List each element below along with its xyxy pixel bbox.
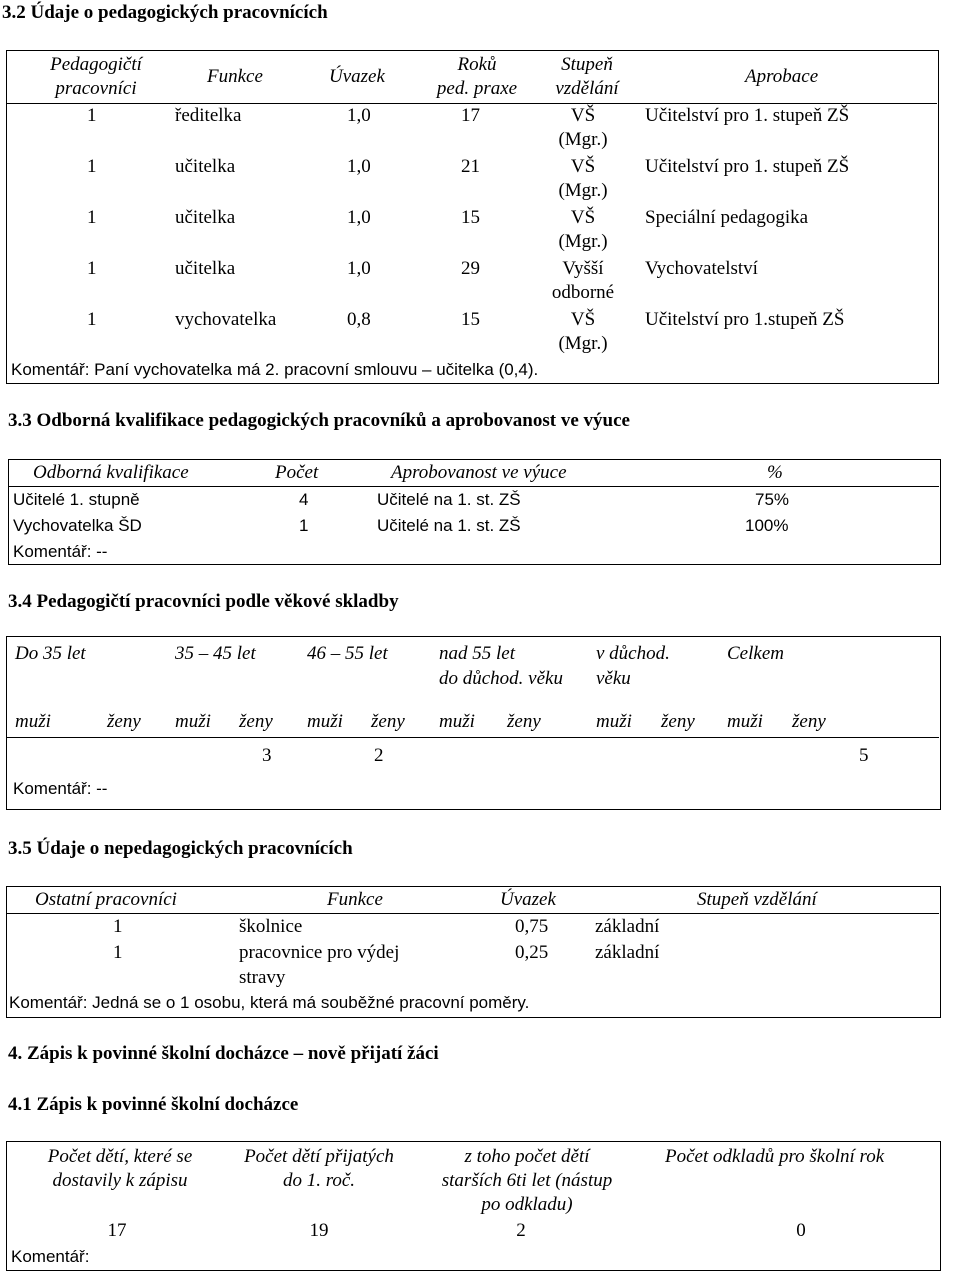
row-1-qualification: Učitelé 1. stupně [13, 490, 140, 509]
comment-3-5: Komentář: Jedná se o 1 osobu, která má souběžné pracovní poměry. [9, 993, 530, 1012]
row-2-function: učitelka [175, 156, 236, 177]
header-postponed: Počet odkladů pro školní rok [665, 1146, 885, 1167]
col-women-3: ženy [371, 711, 405, 732]
header-other-staff: Ostatní pracovníci [35, 889, 177, 910]
header-older-2: starších 6ti let (nástup [441, 1170, 613, 1191]
header-divider [7, 913, 939, 914]
age-group-retired-1: v důchod. [596, 643, 670, 664]
row-2-workload: 1,0 [347, 156, 371, 177]
section-title-3-4: 3.4 Pedagogičtí pracovníci podle věkové skladby [8, 591, 399, 612]
value-postponed: 0 [796, 1220, 806, 1241]
row-2-approbation: Učitelé na 1. st. ZŠ [377, 516, 521, 535]
row-1-count: 4 [299, 490, 309, 509]
row-1-workload: 1,0 [347, 105, 371, 126]
table-non-pedagogical-staff [6, 886, 941, 1018]
header-years-1: Roků [457, 54, 497, 75]
comment-3-2: Komentář: Paní vychovatelka má 2. pracovní smlouvu – učitelka (0,4). [11, 360, 539, 379]
age-divider [7, 737, 939, 738]
col-men-1: muži [15, 711, 51, 732]
row-1-workload: 0,75 [515, 916, 549, 937]
row-1-education-1: VŠ [570, 105, 596, 126]
header-approbation: Aprobace [745, 66, 819, 87]
header-education-1: Stupeň [561, 54, 613, 75]
row-1-count: 1 [113, 916, 123, 937]
row-4-years: 29 [461, 258, 480, 279]
row-1-approbation: Učitelství pro 1. stupeň ZŠ [645, 105, 850, 126]
header-admitted-2: do 1. roč. [282, 1170, 356, 1191]
row-2-percent: 100% [745, 516, 789, 535]
row-5-education-2: (Mgr.) [558, 333, 608, 354]
row-3-function: učitelka [175, 207, 236, 228]
col-men-3: muži [307, 711, 343, 732]
row-3-workload: 1,0 [347, 207, 371, 228]
row-4-education-2: odborné [551, 282, 615, 303]
row-2-qualification: Vychovatelka ŠD [13, 516, 142, 535]
table-qualification [8, 459, 941, 565]
value-women-46-55: 2 [374, 745, 384, 766]
header-workload: Úvazek [500, 889, 556, 910]
row-4-education-1: Vyšší [562, 258, 604, 279]
row-5-education-1: VŠ [570, 309, 596, 330]
section-title-3-2: 3.2 Údaje o pedagogických pracovnících [2, 2, 328, 23]
row-3-education-1: VŠ [570, 207, 596, 228]
row-1-function: školnice [239, 916, 303, 937]
header-workload: Úvazek [329, 66, 385, 87]
header-enrolled-2: dostavily k zápisu [52, 1170, 188, 1191]
row-1-education-2: (Mgr.) [558, 129, 608, 150]
header-education-2: vzdělání [555, 78, 619, 99]
section-title-3-3: 3.3 Odborná kvalifikace pedagogických pracovníků a aprobovanost ve výuce [8, 410, 630, 431]
value-total: 5 [859, 745, 869, 766]
value-enrolled: 17 [107, 1220, 127, 1241]
row-1-count: 1 [87, 105, 97, 126]
age-group-total: Celkem [727, 643, 784, 664]
value-older: 2 [516, 1220, 526, 1241]
col-women-1: ženy [107, 711, 141, 732]
row-3-count: 1 [87, 207, 97, 228]
value-women-35-45: 3 [262, 745, 272, 766]
col-men-6: muži [727, 711, 763, 732]
row-2-education: základní [595, 942, 660, 963]
header-older-1: z toho počet dětí [464, 1146, 590, 1167]
col-men-4: muži [439, 711, 475, 732]
col-men-2: muži [175, 711, 211, 732]
header-enrolled-1: Počet dětí, které se [47, 1146, 193, 1167]
row-1-approbation: Učitelé na 1. st. ZŠ [377, 490, 521, 509]
col-women-6: ženy [792, 711, 826, 732]
age-group-over-55-1: nad 55 let [439, 643, 515, 664]
row-5-function: vychovatelka [175, 309, 277, 330]
header-function: Funkce [207, 66, 263, 87]
age-group-under-35: Do 35 let [15, 643, 86, 664]
row-5-approbation: Učitelství pro 1.stupeň ZŠ [645, 309, 845, 330]
comment-3-3: Komentář: -- [13, 542, 108, 561]
row-2-count: 1 [299, 516, 309, 535]
row-4-workload: 1,0 [347, 258, 371, 279]
value-admitted: 19 [309, 1220, 329, 1241]
age-group-35-45: 35 – 45 let [175, 643, 256, 664]
age-group-46-55: 46 – 55 let [307, 643, 388, 664]
header-function: Funkce [327, 889, 383, 910]
row-4-count: 1 [87, 258, 97, 279]
header-percent: % [767, 462, 783, 483]
header-count: Počet [275, 462, 319, 483]
col-women-2: ženy [239, 711, 273, 732]
row-2-function-2: stravy [239, 967, 286, 988]
row-2-function-1: pracovnice pro výdej [239, 942, 400, 963]
comment-4-1: Komentář: [11, 1247, 90, 1266]
table-age-structure [6, 636, 941, 810]
header-divider [9, 486, 939, 487]
header-older-3: po odkladu) [481, 1194, 573, 1215]
row-1-education: základní [595, 916, 660, 937]
header-qualification: Odborná kvalifikace [33, 462, 189, 483]
row-4-function: učitelka [175, 258, 236, 279]
col-men-5: muži [596, 711, 632, 732]
col-women-5: ženy [661, 711, 695, 732]
row-2-education-2: (Mgr.) [558, 180, 608, 201]
age-group-retired-2: věku [596, 668, 631, 689]
row-2-approbation: Učitelství pro 1. stupeň ZŠ [645, 156, 850, 177]
row-1-years: 17 [461, 105, 480, 126]
comment-3-4: Komentář: -- [13, 779, 108, 798]
row-3-approbation: Speciální pedagogika [645, 207, 809, 228]
table-enrollment [6, 1141, 941, 1271]
row-4-approbation: Vychovatelství [645, 258, 758, 279]
row-3-education-2: (Mgr.) [558, 231, 608, 252]
header-pedagogical-1: Pedagogičtí [50, 54, 142, 75]
row-5-count: 1 [87, 309, 97, 330]
row-3-years: 15 [461, 207, 480, 228]
row-2-count: 1 [87, 156, 97, 177]
table-pedagogical-staff [6, 50, 939, 384]
row-1-percent: 75% [755, 490, 790, 509]
header-education: Stupeň vzdělání [697, 889, 817, 910]
section-title-3-5: 3.5 Údaje o nepedagogických pracovnících [8, 838, 353, 859]
header-pedagogical-2: pracovníci [55, 78, 137, 99]
row-5-workload: 0,8 [347, 309, 371, 330]
row-2-education-1: VŠ [570, 156, 596, 177]
row-5-years: 15 [461, 309, 480, 330]
age-group-over-55-2: do důchod. věku [439, 668, 563, 689]
header-years-2: ped. praxe [436, 78, 518, 99]
col-women-4: ženy [507, 711, 541, 732]
header-approbation-rate: Aprobovanost ve výuce [391, 462, 567, 483]
header-admitted-1: Počet dětí přijatých [244, 1146, 394, 1167]
section-title-4: 4. Zápis k povinné školní docházce – nově přijatí žáci [8, 1043, 439, 1064]
row-2-count: 1 [113, 942, 123, 963]
row-1-function: ředitelka [175, 105, 242, 126]
row-2-workload: 0,25 [515, 942, 549, 963]
row-2-years: 21 [461, 156, 480, 177]
section-title-4-1: 4.1 Zápis k povinné školní docházce [8, 1094, 299, 1115]
